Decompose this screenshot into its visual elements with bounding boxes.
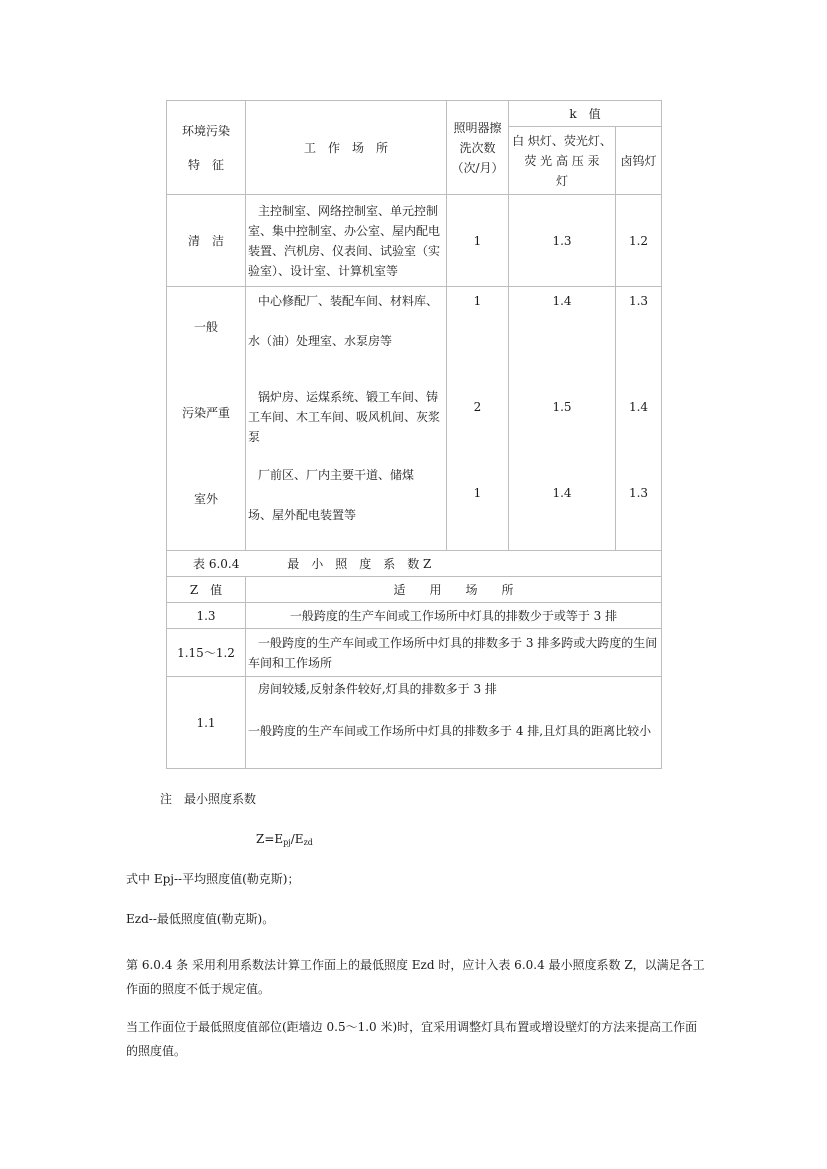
header-place: 工 作 场 所 <box>246 101 447 195</box>
header-env: 环境污染 特 征 <box>167 101 246 195</box>
formula: $Z=E_{pj}/E_{zd}$ <box>256 832 313 847</box>
cleaning-k-table <box>166 100 662 551</box>
place-column-merged: 中心修配厂、装配车间、材料库、 水（油）处理室、水泵房等 锅炉房、运煤系统、锻工车间、铸工车间、木工车间、吸风机间、灰浆泵 厂前区、厂内主要干道、储煤 场、屋外配电装置等 <box>246 287 447 551</box>
clause-6-0-4: 第 6.0.4 条 采用利用系数法计算工作面上的最低照度 Ezd 时，应计入表 6.0.4 最小照度系数 Z，以满足各工作面的照度不低于规定值。 <box>126 958 705 996</box>
where-epj: 式中 Epj--平均照度值(勒克斯)； <box>126 872 300 886</box>
table-row: 1.15～1.2 一般跨度的生产车间或工作场所中灯具的排数多于 3 排多跨或大跨度的生间车间和工作场所 <box>167 629 662 677</box>
header-k-halogen: 卤钨灯 <box>616 127 662 195</box>
env-column-merged: 一般 污染严重 室外 <box>167 287 246 551</box>
table-caption: 表 6.0.4 最 小 照 度 系 数 Z <box>167 551 662 577</box>
k2-column-merged: 1.3 1.4 1.3 <box>616 287 662 551</box>
closing-paragraph: 当工作面位于最低照度值部位(距墙边 0.5～1.0 米)时，宜采用调整灯具布置或增设壁灯的方法来提高工作面的照度值。 <box>126 1020 698 1058</box>
header-k-incandescent: 白 炽灯、荧光灯、 荧 光 高 压 汞 灯 <box>509 127 616 195</box>
table-row: 清 洁 主控制室、网络控制室、单元控制室、集中控制室、办公室、屋内配电装置、汽机房、仪表间、试验室（实验室）、设计室、计算机室等 1 1.3 1.2 <box>167 195 662 287</box>
header-k-value: k 值 <box>509 101 662 127</box>
header-z: Z 值 <box>167 577 246 603</box>
ezd-definition: Ezd--最低照度值(勒克斯)。 <box>126 912 275 926</box>
times-column-merged: 1 2 1 <box>447 287 509 551</box>
table-row: 1.1 房间较矮,反射条件较好,灯具的排数多于 3 排 一般跨度的生产车间或工作场所中灯具的排数多于 4 排,且灯具的距离比较小 <box>167 677 662 769</box>
k1-column-merged: 1.4 1.5 1.4 <box>509 287 616 551</box>
min-illuminance-table <box>166 550 662 769</box>
header-use: 适 用 场 所 <box>246 577 662 603</box>
note-title: 注 最小照度系数 <box>160 792 257 806</box>
table-row: 1.3 一般跨度的生产车间或工作场所中灯具的排数少于或等于 3 排 <box>167 603 662 629</box>
header-clean-times: 照明器擦 洗次数 （次/月） <box>447 101 509 195</box>
table-row-group <box>167 287 662 551</box>
